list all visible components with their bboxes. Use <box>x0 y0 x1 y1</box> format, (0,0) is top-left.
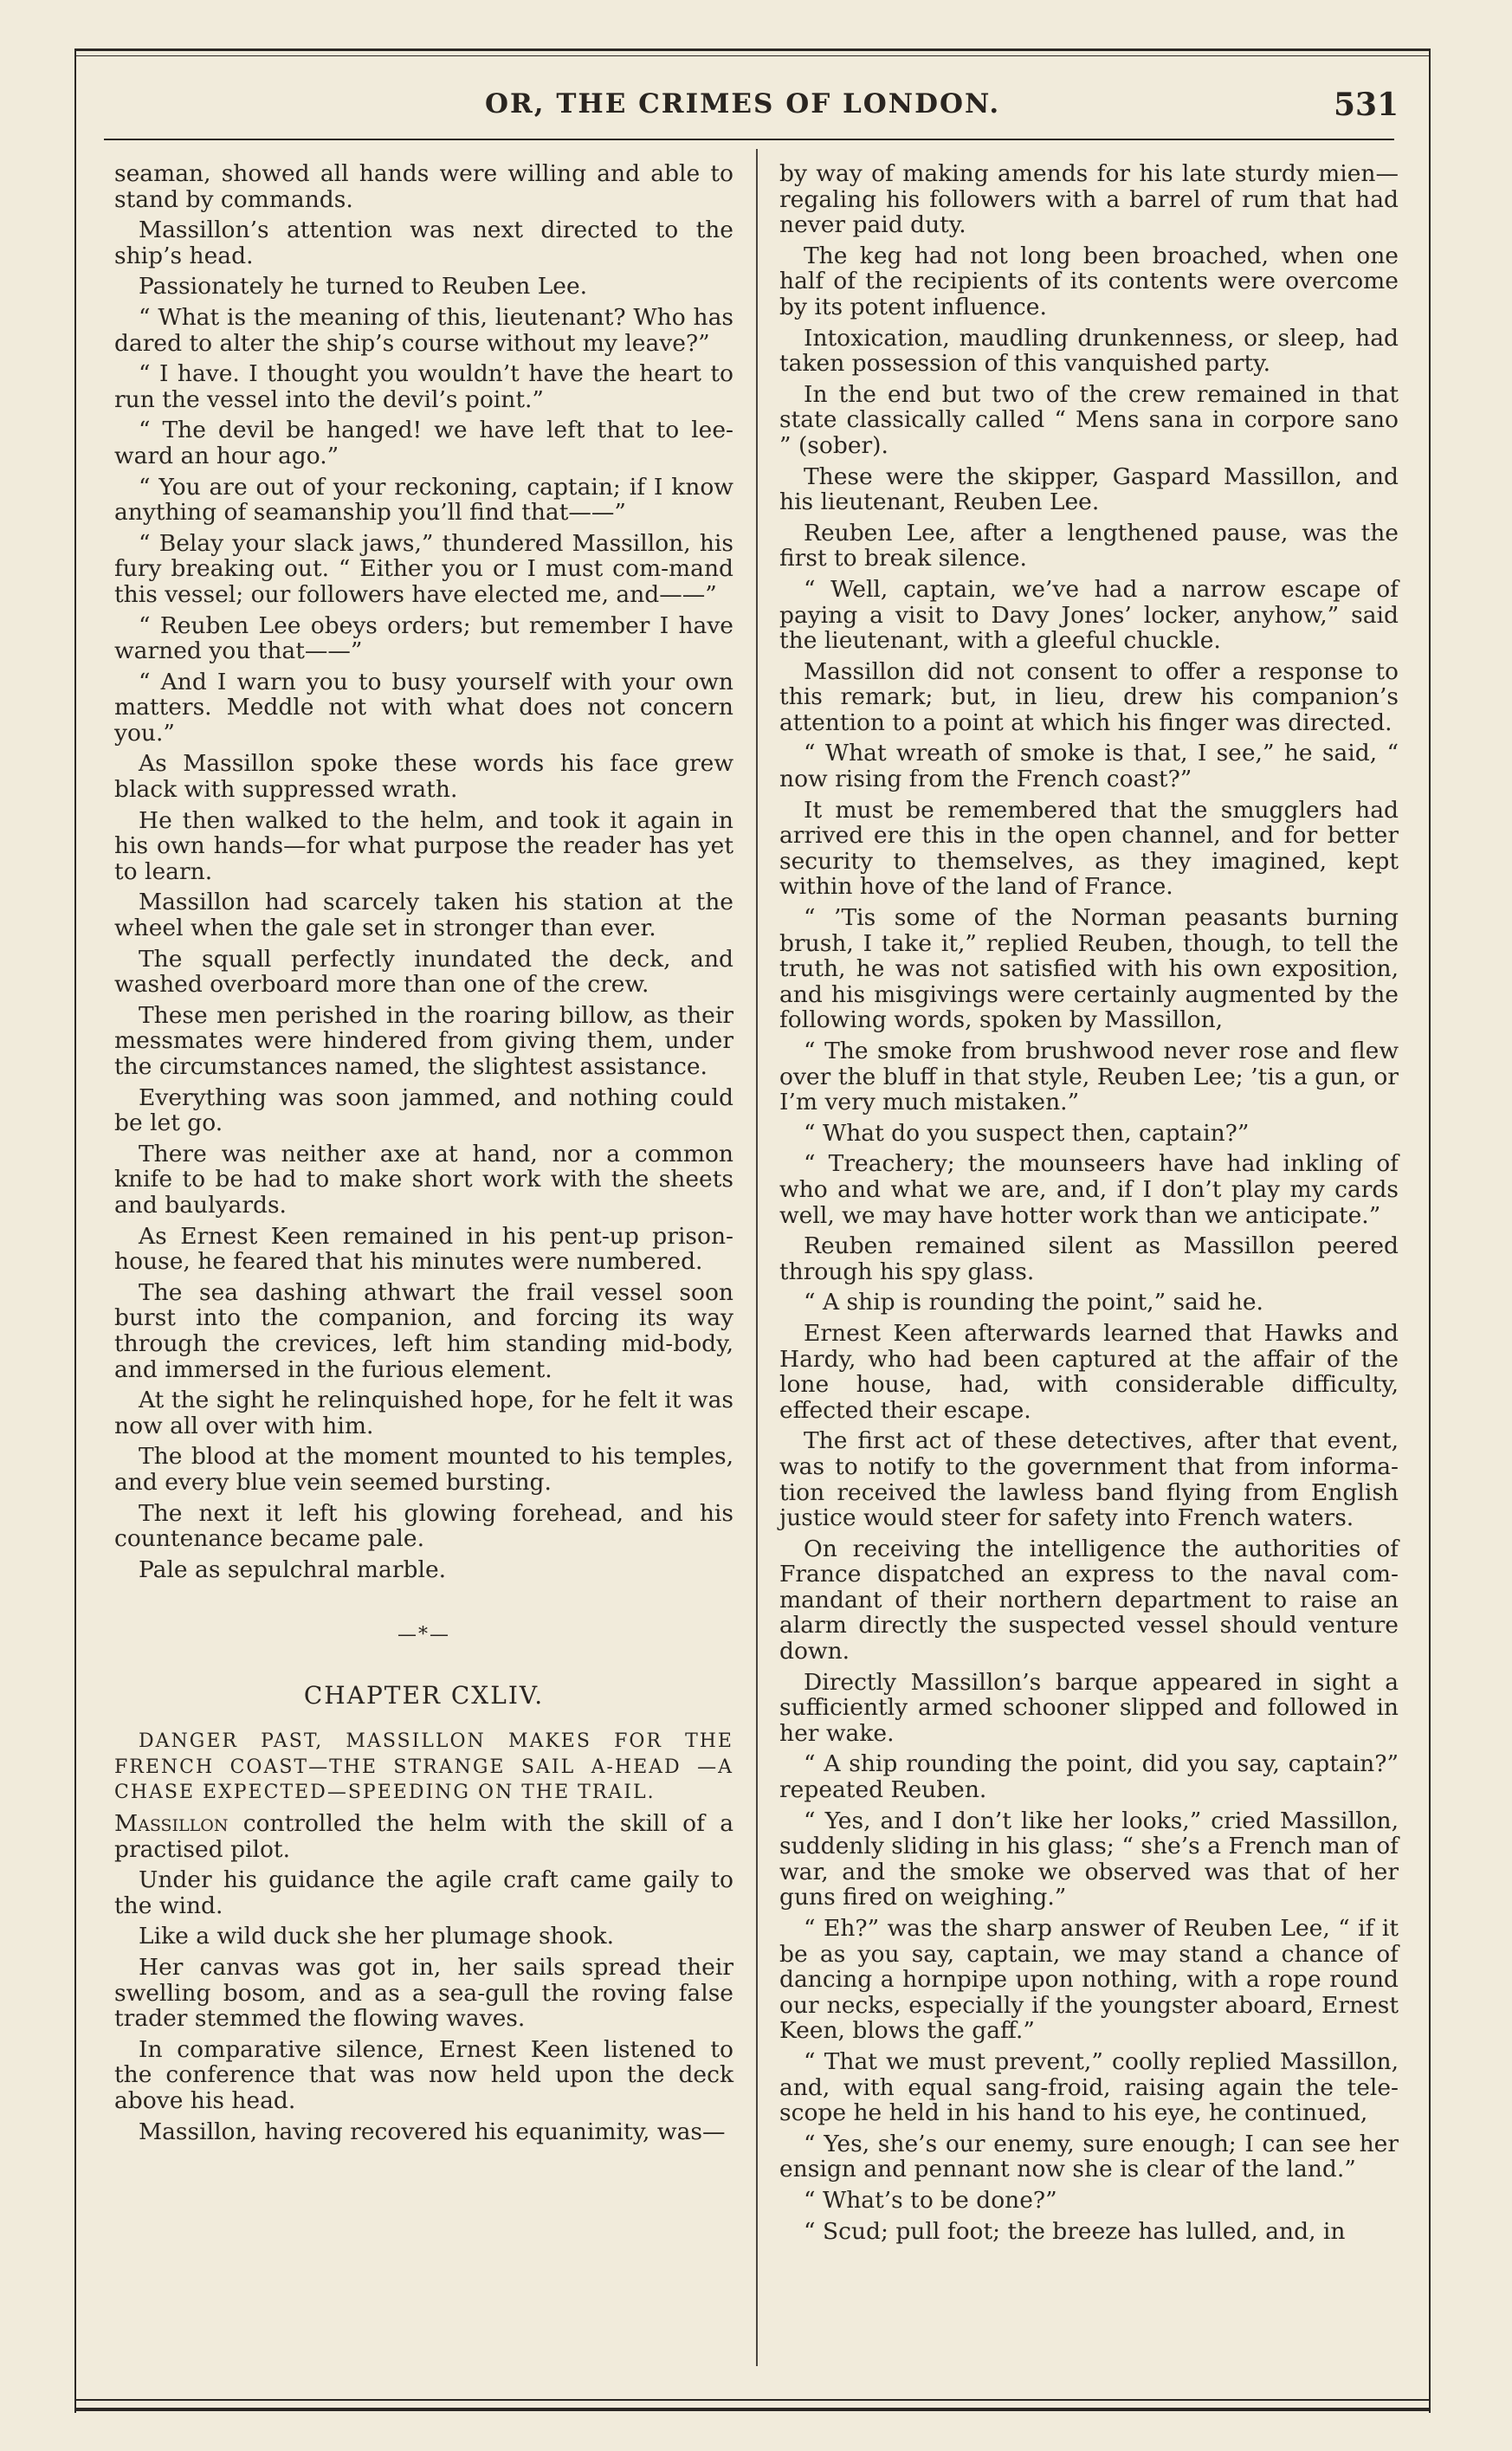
paragraph: These men perished in the roaring billow, as their messmates were hindered from giving them, under the circumstances named, the slightest assistance. <box>114 1001 733 1080</box>
running-title: OR, THE CRIMES OF LONDON. <box>485 88 1001 120</box>
paragraph: In comparative silence, Ernest Keen listened to the conference that was now held upon the deck above his head. <box>114 2035 733 2114</box>
paragraph: “ The smoke from brushwood never rose and flew over the bluff in that style, Reuben Lee; ’tis a gun, or I’m very much mistaken.” <box>779 1038 1399 1116</box>
paragraph: As Massillon spoke these words his face grew black with suppressed wrath. <box>114 750 733 804</box>
paragraph: As Ernest Keen remained in his pent-up prison-house, he feared that his minutes were numbered. <box>114 1222 733 1276</box>
paragraph: The next it left his glowing forehead, and his countenance became pale. <box>114 1499 733 1553</box>
paragraph: It must be remembered that the smugglers had arrived ere this in the open channel, and for better security to themselves, as they imagined, kept within hove of the land of France. <box>779 796 1399 901</box>
paragraph: There was neither axe at hand, nor a common knife to be had to make short work with the sheets and baulyards. <box>114 1140 733 1219</box>
paragraph: At the sight he relinquished hope, for he felt it was now all over with him. <box>114 1387 733 1439</box>
paragraph: The keg had not long been broached, when one half of the recipients of its contents were overcome by its potent influence. <box>779 242 1399 320</box>
paragraph: “ And I warn you to busy yourself with your own matters. Meddle not with what does not concern you.” <box>114 668 733 747</box>
section-ornament: —*— <box>397 1624 450 1646</box>
paragraph: “ A ship rounding the point, did you say, captain?” repeated Reuben. <box>779 1750 1399 1804</box>
paragraph: “ I have. I thought you wouldn’t have the heart to run the vessel into the devil’s point.” <box>114 360 733 413</box>
paragraph: Ernest Keen afterwards learned that Hawks and Hardy, who had been captured at the affair of the lone house, had, with considerable difficulty, effected their escape. <box>779 1319 1399 1424</box>
paragraph: Everything was soon jammed, and nothing could be let go. <box>114 1083 733 1137</box>
paragraph: “ What do you suspect then, captain?” <box>804 1119 1250 1147</box>
paragraph: He then walked to the helm, and took it again in his own hands—for what purpose the reader has yet to learn. <box>114 806 733 885</box>
page-number: 531 <box>1334 87 1399 123</box>
paragraph: Reuben remained silent as Massillon peered through his spy glass. <box>779 1232 1399 1285</box>
paragraph: The first act of these detectives, after that event, was to notify to the government that from informa-tion received the lawless band flying from English justice would steer for safety into French waters. <box>779 1427 1399 1532</box>
chapter-title: CHAPTER CXLIV. <box>303 1680 545 1710</box>
paragraph: “ Belay your slack jaws,” thundered Massillon, his fury breaking out. “ Either you or I must com-mand this vessel; our followers have elected me, and——” <box>114 529 733 608</box>
paragraph: Passionately he turned to Reuben Lee. <box>139 273 588 301</box>
paragraph: The sea dashing athwart the frail vessel soon burst into the companion, and forcing its way through the crevices, left him standing mid-body, and immersed in the furious element. <box>114 1278 733 1383</box>
chapter-synopsis: DANGER PAST, MASSILLON MAKES FOR THE FRENCH COAST—THE STRANGE SAIL A-HEAD —A CHASE EXPECTED—SPEEDING ON THE TRAIL. <box>114 1730 733 1804</box>
paragraph: Her canvas was got in, her sails spread their swelling bosom, and as a sea-gull the roving false trader stemmed the flowing waves. <box>114 1953 733 2033</box>
paragraph: Pale as sepulchral marble. <box>139 1555 447 1583</box>
left-column <box>114 161 733 2150</box>
paragraph: These were the skipper, Gaspard Massillon, and his lieutenant, Reuben Lee. <box>779 462 1399 516</box>
paragraph: “ What’s to be done?” <box>804 2186 1057 2214</box>
paragraph: “ Treachery; the mounseers have had inkling of who and what we are, and, if I don’t play my cards well, we may have hotter work than we anticipate.” <box>779 1150 1399 1229</box>
paragraph-text: controlled the helm with the skill of a practised pilot. <box>114 1809 733 1863</box>
paragraph: In the end but two of the crew remained in that state classically called “ Mens sana in corpore sano ” (sober). <box>779 380 1399 459</box>
header-rule <box>104 139 1394 140</box>
paragraph: “ A ship is rounding the point,” said he. <box>804 1289 1263 1316</box>
paragraph: Like a wild duck she her plumage shook. <box>139 1923 615 1950</box>
page-border-top-inner <box>74 55 1431 56</box>
paragraph: “ Well, captain, we’ve had a narrow escape of paying a visit to Davy Jones’ locker, anyhow,” said the lieutenant, with a gleeful chuckle. <box>779 575 1399 655</box>
right-column <box>779 161 1399 2249</box>
column-divider <box>756 149 758 2366</box>
paragraph: Reuben Lee, after a lengthened pause, was the first to break silence. <box>779 519 1399 572</box>
paragraph: On receiving the intelligence the authorities of France dispatched an express to the naval com-mandant of their northern department to raise an alarm directly the suspected vessel should venture down. <box>779 1535 1399 1665</box>
paragraph: Massillon’s attention was next directed to the ship’s head. <box>114 217 733 269</box>
paragraph: “ Yes, she’s our enemy, sure enough; I can see her ensign and pennant now she is clear of the land.” <box>779 2130 1399 2183</box>
page-border-bottom-outer <box>74 2408 1431 2411</box>
paragraph: “ What is the meaning of this, lieutenant? Who has dared to alter the ship’s course without my leave?” <box>114 303 733 357</box>
paragraph: Massillon, having recovered his equanimity, was— <box>139 2118 726 2145</box>
paragraph: “ Scud; pull foot; the breeze has lulled, and, in <box>804 2217 1346 2245</box>
paragraph: “ Yes, and I don’t like her looks,” cried Massillon, suddenly sliding in his glass; “ she’s a French man of war, and the smoke we observed was that of her guns fired on weighing.” <box>779 1807 1399 1911</box>
paragraph: “ Eh?” was the sharp answer of Reuben Lee, “ if it be as you say, captain, we may stand a chance of dancing a hornpipe upon nothing, with a rope round our necks, especially if the youngster aboard, Ernest Keen, blows the gaff.” <box>779 1915 1399 2045</box>
page-border-top <box>74 49 1431 51</box>
paragraph: Massillon had scarcely taken his station at the wheel when the gale set in stronger than ever. <box>114 889 733 942</box>
paragraph: seaman, showed all hands were willing and able to stand by commands. <box>114 160 733 213</box>
page-border-right <box>1429 49 1431 2413</box>
paragraph <box>114 1811 733 1862</box>
paragraph: The blood at the moment mounted to his temples, and every blue vein seemed bursting. <box>114 1443 733 1496</box>
drop-word: Massillon <box>114 1809 229 1837</box>
paragraph: The squall perfectly inundated the deck, and washed overboard more than one of the crew. <box>114 945 733 999</box>
paragraph: “ What wreath of smoke is that, I see,” he said, “ now rising from the French coast?” <box>779 740 1399 793</box>
paragraph: Under his guidance the agile craft came gaily to the wind. <box>114 1866 733 1919</box>
paragraph: Intoxication, maudling drunkenness, or sleep, had taken possession of this vanquished party. <box>779 324 1399 378</box>
paragraph: “ That we must prevent,” coolly replied Massillon, and, with equal sang-froid, raising again the tele-scope he held in his hand to his eye, he continued, <box>779 2047 1399 2127</box>
paragraph: Massillon did not consent to offer a response to this remark; but, in lieu, drew his companion’s attention to a point at which his finger was directed. <box>779 657 1399 736</box>
paragraph: “ ’Tis some of the Norman peasants burning brush, I take it,” replied Reuben, though, to tell the truth, he was not satisfied with his own exposition, and his misgivings were certainly augmented by the following words, spoken by Massillon, <box>779 904 1399 1034</box>
paragraph: “ You are out of your reckoning, captain; if I know anything of seamanship you’ll find that——” <box>114 473 733 527</box>
page-border-bottom <box>74 2399 1431 2401</box>
paragraph: “ Reuben Lee obeys orders; but remember I have warned you that——” <box>114 611 733 665</box>
paragraph: Directly Massillon’s barque appeared in sight a sufficiently armed schooner slipped and followed in her wake. <box>779 1668 1399 1747</box>
paragraph: by way of making amends for his late sturdy mien—regaling his followers with a barrel of rum that had never paid duty. <box>779 160 1399 239</box>
page-border-left <box>74 49 76 2413</box>
paragraph: “ The devil be hanged! we have left that to lee-ward an hour ago.” <box>114 417 733 469</box>
